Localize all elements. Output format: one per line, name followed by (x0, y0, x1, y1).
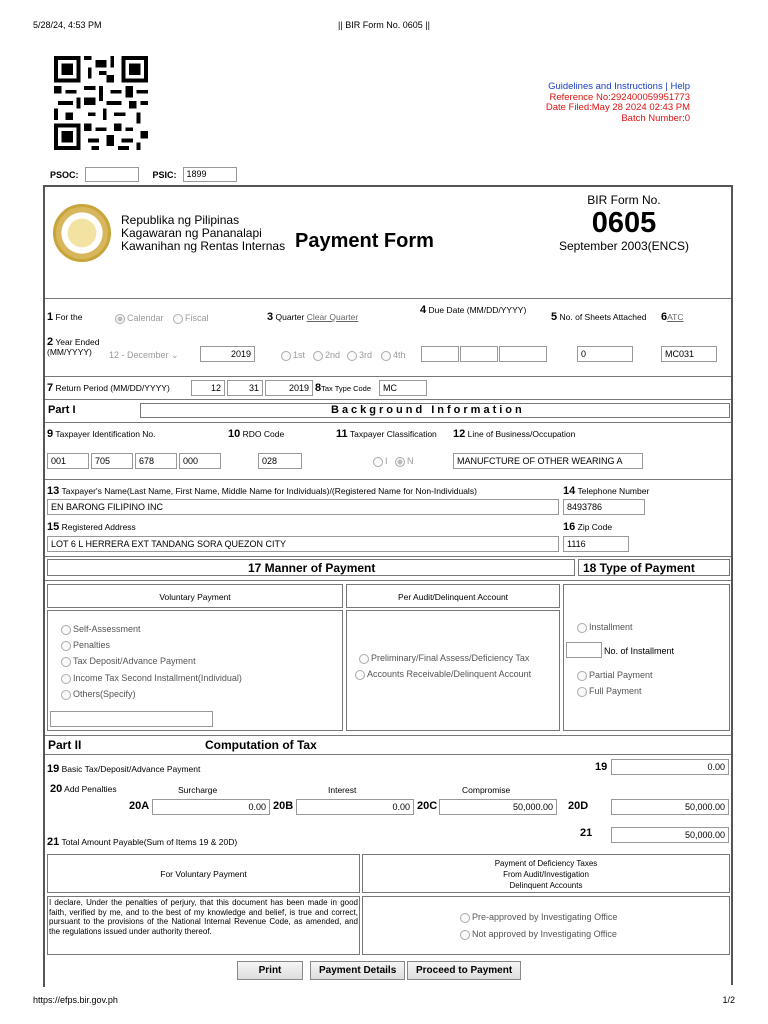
registered-address-field[interactable]: LOT 6 L HERRERA EXT TANDANG SORA QUEZON CITY (47, 536, 559, 552)
item19-label: 19 Basic Tax/Deposit/Advance Payment (47, 763, 201, 775)
total-penalties-field[interactable]: 50,000.00 (611, 799, 729, 815)
agency-name (121, 214, 285, 253)
year-field[interactable]: 2019 (200, 346, 255, 362)
item1-label: 1 For the (47, 311, 83, 323)
item13-label: 13 Taxpayer's Name(Last Name, First Name, Middle Name for Individuals)/(Registered Name for Non-Individuals) (47, 485, 477, 497)
item20-label: 20 Add Penalties (50, 783, 117, 795)
item14-label: 14 Telephone Number (563, 485, 650, 497)
month-select[interactable]: 12 - December ⌄ (109, 350, 179, 360)
form-title: Payment Form (295, 230, 434, 252)
others-specify-field[interactable] (50, 711, 213, 727)
sheets-attached-field[interactable]: 0 (577, 346, 633, 362)
due-date-day[interactable] (460, 346, 498, 362)
bir-seal-icon (53, 204, 111, 262)
agency-line1: Republika ng Pilipinas (121, 213, 240, 227)
tax-deposit-radio[interactable]: Tax Deposit/Advance Payment (61, 656, 196, 667)
tax-type-code-field[interactable]: MC (379, 380, 427, 396)
print-url: https://efps.bir.gov.ph (33, 995, 118, 1005)
deficiency-tax-radio[interactable]: Preliminary/Final Assess/Deficiency Tax (359, 653, 529, 664)
reference-number: Reference No:292400059951773 (549, 91, 690, 103)
type-of-payment-title: 18 Type of Payment (583, 561, 695, 575)
print-timestamp: 5/28/24, 4:53 PM (33, 20, 102, 30)
zip-code-field[interactable]: 1116 (563, 536, 629, 552)
bir-form-version: September 2003(ENCS) (558, 239, 689, 253)
item20b-number: 20B (273, 800, 294, 812)
atc-field[interactable]: MC031 (661, 346, 717, 362)
penalties-radio[interactable]: Penalties (61, 640, 110, 651)
compromise-label: Compromise (462, 785, 511, 795)
clear-quarter-link[interactable]: Clear Quarter (306, 312, 359, 322)
quarter-1-radio[interactable]: 1st (281, 350, 305, 361)
voluntary-payment-heading: Voluntary Payment (159, 592, 231, 602)
print-button[interactable]: Print (237, 961, 303, 980)
taxpayer-name-field[interactable]: EN BARONG FILIPINO INC (47, 499, 559, 515)
basic-tax-field[interactable]: 0.00 (611, 759, 729, 775)
second-installment-radio[interactable]: Income Tax Second Installment(Individual) (61, 673, 242, 684)
return-period-month[interactable]: 12 (191, 380, 225, 396)
total-amount-payable-field[interactable]: 50,000.00 (611, 827, 729, 843)
part1-title: Background Information (331, 404, 525, 416)
quarter-2-radio[interactable]: 2nd (313, 350, 340, 361)
return-period-day[interactable]: 31 (227, 380, 263, 396)
payment-form (43, 185, 733, 985)
return-period-year[interactable]: 2019 (265, 380, 313, 396)
classification-i-radio[interactable]: I (373, 456, 388, 467)
item11-label: 11 Taxpayer Classification (336, 428, 437, 440)
payment-details-button[interactable]: Payment Details (310, 961, 405, 980)
item19-number: 19 (595, 761, 608, 773)
tin-part2[interactable]: 705 (91, 453, 133, 469)
tin-part1[interactable]: 001 (47, 453, 89, 469)
part2-title: Computation of Tax (205, 738, 317, 752)
others-specify-radio[interactable]: Others(Specify) (61, 689, 136, 700)
partial-payment-radio[interactable]: Partial Payment (577, 670, 653, 681)
line-of-business-field[interactable]: MANUFCTURE OF OTHER WEARING A (453, 453, 643, 469)
item8-label: 8Tax Type Code (315, 382, 372, 394)
installment-radio[interactable]: Installment (577, 622, 633, 633)
notapproved-radio[interactable]: Not approved by Investigating Office (460, 929, 617, 940)
preapproved-radio[interactable]: Pre-approved by Investigating Office (460, 912, 617, 923)
item4-label: 4 Due Date (MM/DD/YYYY) (420, 304, 527, 316)
psic-field[interactable]: 1899 (183, 167, 237, 182)
item5-label: 5 No. of Sheets Attached (551, 311, 647, 323)
batch-number: Batch Number:0 (621, 112, 690, 124)
interest-label: Interest (328, 785, 357, 795)
item20c-number: 20C (417, 800, 438, 812)
due-date-year[interactable] (499, 346, 547, 362)
filing-info (546, 82, 690, 124)
help-link[interactable]: Help (670, 81, 690, 92)
proceed-to-payment-button[interactable]: Proceed to Payment (407, 961, 521, 980)
manner-of-payment-title: 17 Manner of Payment (248, 561, 376, 575)
psoc-label: PSOC: (50, 169, 79, 180)
item12-label: 12 Line of Business/Occupation (453, 428, 576, 440)
qr-code-icon (54, 56, 148, 150)
rdo-code-field[interactable]: 028 (258, 453, 302, 469)
full-payment-radio[interactable]: Full Payment (577, 686, 642, 697)
item9-label: 9 Taxpayer Identification No. (47, 428, 156, 440)
item20d-number: 20D (568, 800, 589, 812)
item2-label: 2 Year Ended (MM/YYYY) (47, 336, 100, 357)
surcharge-label: Surcharge (178, 785, 218, 795)
installment-count-field[interactable] (566, 642, 602, 658)
psic-label: PSIC: (152, 169, 177, 180)
item16-label: 16 Zip Code (563, 521, 613, 533)
item10-label: 10 RDO Code (228, 428, 285, 440)
print-title: || BIR Form No. 0605 || (338, 20, 430, 30)
agency-line3: Kawanihan ng Rentas Internas (121, 239, 286, 253)
calendar-radio[interactable]: Calendar (115, 313, 164, 324)
agency-line2: Kagawaran ng Pananalapi (121, 226, 262, 240)
print-page: 1/2 (722, 995, 735, 1005)
date-filed: Date Filed:May 28 2024 02:43 PM (545, 102, 690, 113)
psoc-psic-row (50, 167, 237, 182)
no-of-installment-label: No. of Installment (604, 646, 675, 656)
bir-form-number-block (559, 193, 689, 253)
quarter-4-radio[interactable]: 4th (381, 350, 406, 361)
part2-label: Part II (48, 738, 82, 752)
item21-number: 21 (580, 827, 593, 839)
classification-n-radio[interactable]: N (395, 456, 414, 467)
self-assessment-radio[interactable]: Self-Assessment (61, 624, 141, 635)
link-separator: | (665, 81, 668, 92)
item15-label: 15 Registered Address (47, 521, 136, 533)
compromise-field[interactable]: 50,000.00 (439, 799, 557, 815)
psoc-field[interactable] (85, 167, 139, 182)
item21-label: 21 Total Amount Payable(Sum of Items 19 & 20D) (47, 836, 238, 848)
tin-part4[interactable]: 000 (179, 453, 221, 469)
tin-part3[interactable]: 678 (135, 453, 177, 469)
telephone-field[interactable]: 8493786 (563, 499, 645, 515)
declaration-text: I declare, Under the penalties of perjury, that this document has been made in good faith, verified by me, and to the best of my knowledge and belief, is true and correct, pursuant to the provisions of the National Internal Revenue Code, as amended, and the regulations issued under authority thereof. (49, 898, 358, 936)
item20a-number: 20A (129, 800, 150, 812)
due-date-month[interactable] (421, 346, 459, 362)
fiscal-radio[interactable]: Fiscal (173, 313, 209, 324)
item3-label: 3 Quarter Clear Quarter (267, 311, 359, 323)
item7-label: 7 Return Period (MM/DD/YYYY) (47, 382, 170, 394)
accounts-receivable-radio[interactable]: Accounts Receivable/Delinquent Account (355, 669, 545, 680)
for-voluntary-payment: For Voluntary Payment (160, 869, 247, 879)
audit-account-heading: Per Audit/Delinquent Account (397, 592, 509, 602)
interest-field[interactable]: 0.00 (296, 799, 414, 815)
bir-form-label: BIR Form No. (587, 193, 661, 207)
item6-label: 6ATC (661, 311, 684, 323)
guidelines-link[interactable]: Guidelines and Instructions (548, 81, 663, 92)
quarter-3-radio[interactable]: 3rd (347, 350, 372, 361)
deficiency-taxes-heading: Payment of Deficiency Taxes From Audit/Investigation Delinquent Accounts (494, 859, 598, 890)
surcharge-field[interactable]: 0.00 (152, 799, 270, 815)
bir-form-number: 0605 (591, 207, 657, 239)
part1-label: Part I (48, 404, 76, 416)
